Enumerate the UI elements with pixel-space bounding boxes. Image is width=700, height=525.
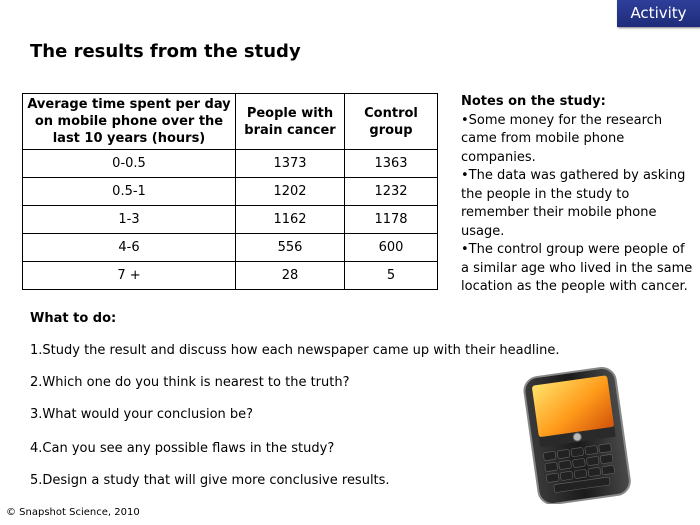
page-title: The results from the study [30, 41, 301, 62]
table-header-row [23, 94, 438, 150]
study-notes [461, 93, 693, 297]
todo-title: What to do: [30, 311, 117, 326]
cell-time: 4-6 [23, 234, 236, 262]
cell-time: 0.5-1 [23, 178, 236, 206]
header-control: Control group [345, 94, 438, 150]
cell-control: 1363 [345, 150, 438, 178]
cell-time: 1-3 [23, 206, 236, 234]
table-row [23, 178, 438, 206]
smartphone-image [517, 366, 637, 504]
cell-cancer: 1162 [236, 206, 345, 234]
table-row [23, 262, 438, 290]
notes-title: Notes on the study: [461, 94, 606, 109]
table-row [23, 234, 438, 262]
cell-cancer: 28 [236, 262, 345, 290]
cell-control: 1178 [345, 206, 438, 234]
task-item: 1.Study the result and discuss how each newspaper came up with their headline. [30, 343, 560, 358]
cell-control: 600 [345, 234, 438, 262]
copyright-footer: © Snapshot Science, 2010 [6, 507, 140, 518]
note-item: •The data was gathered by asking the people in the study to remember their mobile phone usage. [461, 168, 686, 239]
cell-cancer: 556 [236, 234, 345, 262]
cell-control: 5 [345, 262, 438, 290]
cell-cancer: 1373 [236, 150, 345, 178]
cell-cancer: 1202 [236, 178, 345, 206]
header-cancer: People with brain cancer [236, 94, 345, 150]
task-item: 4.Can you see any possible flaws in the study? [30, 441, 335, 456]
note-item: •The control group were people of a similar age who lived in the same location as the people with cancer. [461, 242, 693, 294]
table-row [23, 206, 438, 234]
task-item: 2.Which one do you think is nearest to the truth? [30, 375, 350, 390]
cell-time: 0-0.5 [23, 150, 236, 178]
results-table [22, 93, 438, 290]
task-item: 5.Design a study that will give more conclusive results. [30, 473, 390, 488]
cell-control: 1232 [345, 178, 438, 206]
header-time: Average time spent per day on mobile phone over the last 10 years (hours) [23, 94, 236, 150]
table-row [23, 150, 438, 178]
activity-badge: Activity [617, 0, 700, 27]
cell-time: 7 + [23, 262, 236, 290]
note-item: •Some money for the research came from mobile phone companies. [461, 112, 663, 165]
task-item: 3.What would your conclusion be? [30, 407, 254, 422]
